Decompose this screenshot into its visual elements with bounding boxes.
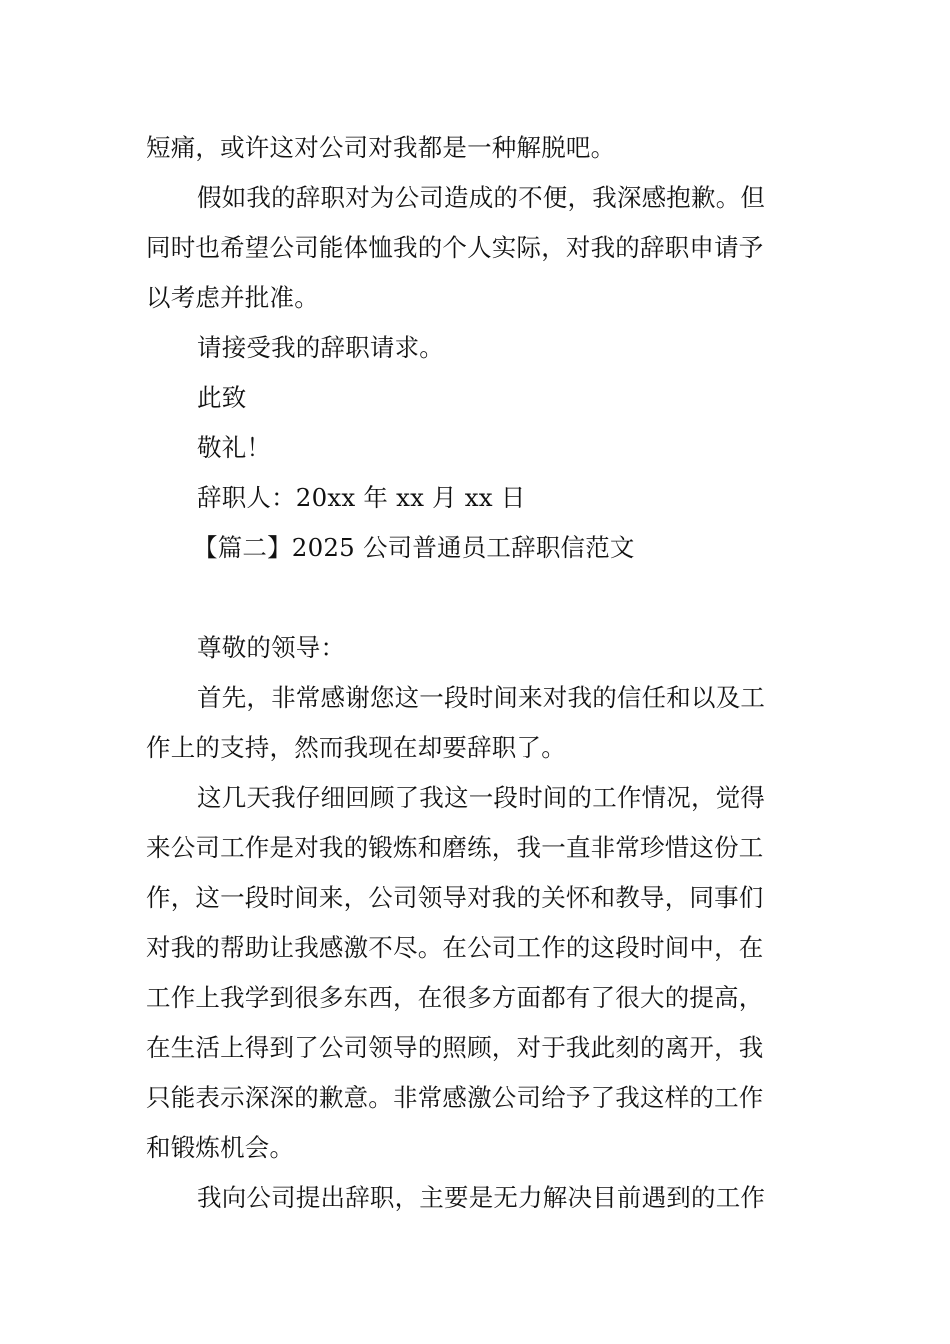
closing-respect: 敬礼！	[197, 433, 272, 462]
text-line: 短痛，或许这对公司对我都是一种解脱吧。	[146, 133, 616, 162]
text-line: 同时也希望公司能体恤我的个人实际，对我的辞职申请予	[146, 233, 764, 262]
text-line: 来公司工作是对我的锻炼和磨练，我一直非常珍惜这份工	[146, 833, 764, 862]
text-line: 请接受我的辞职请求。	[197, 333, 444, 362]
text-line: 作，这一段时间来，公司领导对我的关怀和教导，同事们	[146, 883, 764, 912]
section-heading: 【篇二】2025 公司普通员工辞职信范文	[193, 533, 635, 562]
text-line: 假如我的辞职对为公司造成的不便，我深感抱歉。但	[197, 183, 766, 212]
text-line: 在生活上得到了公司领导的照顾，对于我此刻的离开，我	[146, 1033, 764, 1062]
text-line: 首先，非常感谢您这一段时间来对我的信任和以及工	[197, 683, 766, 712]
signature-line: 辞职人：20xx 年 xx 月 xx 日	[197, 483, 526, 512]
text-line: 只能表示深深的歉意。非常感激公司给予了我这样的工作	[146, 1083, 764, 1112]
text-line: 对我的帮助让我感激不尽。在公司工作的这段时间中，在	[146, 933, 764, 962]
text-line: 这几天我仔细回顾了我这一段时间的工作情况，觉得	[197, 783, 766, 812]
text-line: 和锻炼机会。	[146, 1133, 295, 1162]
greeting: 尊敬的领导：	[197, 633, 346, 662]
text-line: 以考虑并批准。	[146, 283, 319, 312]
closing-salutation: 此致	[197, 383, 247, 412]
text-line: 工作上我学到很多东西，在很多方面都有了很大的提高，	[146, 983, 764, 1012]
text-line: 我向公司提出辞职，主要是无力解决目前遇到的工作	[197, 1183, 766, 1212]
text-line: 作上的支持，然而我现在却要辞职了。	[146, 733, 566, 762]
